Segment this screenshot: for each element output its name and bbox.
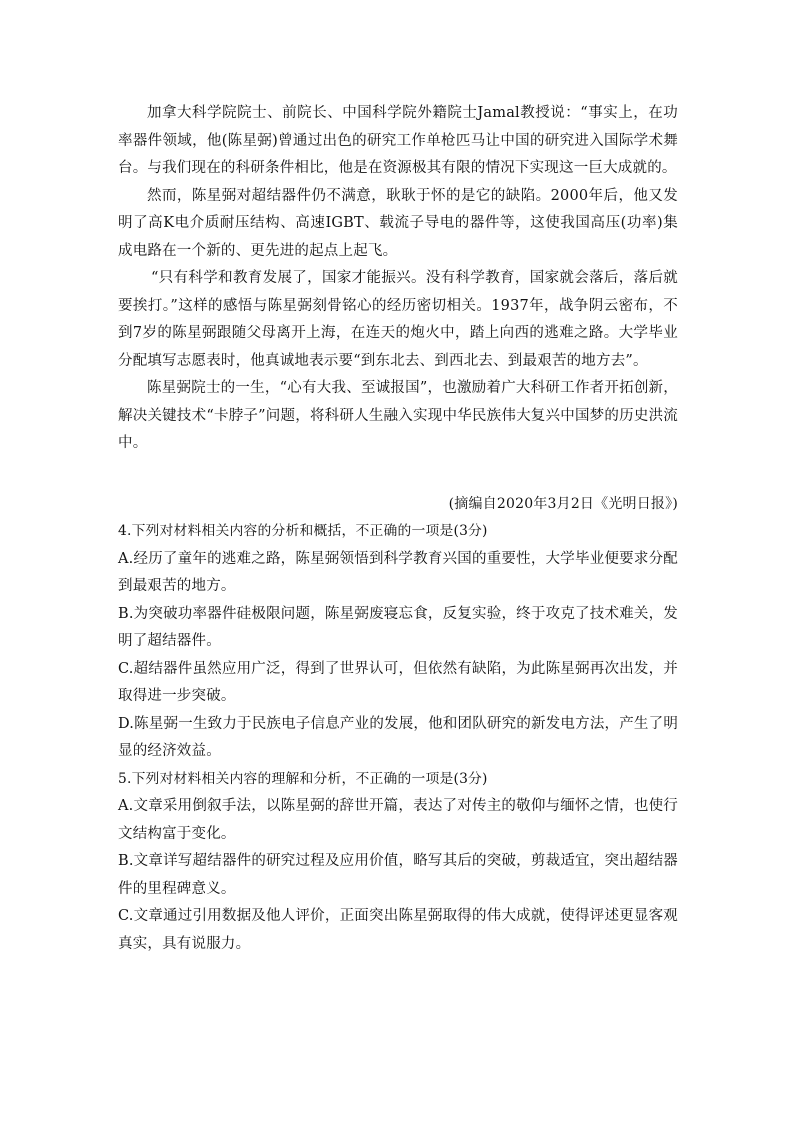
source-citation: (摘编自2020年3月2日《光明日报》) (448, 495, 678, 512)
body-paragraph: 然而，陈星弼对超结器件仍不满意，耿耿于怀的是它的缺陷。2000年后，他又发明了高K电介质耐压结构、高速IGBT、载流子导电的器件等，这使我国高压(功率)集成电路在一个新的、更先进的起点上起飞。 (118, 187, 678, 259)
answer-option: A.经历了童年的逃难之路，陈星弼领悟到科学教育兴国的重要性，大学毕业便要求分配到最艰苦的地方。 (118, 550, 678, 594)
answer-option: B.文章详写超结器件的研究过程及应用价值，略写其后的突破，剪裁适宜，突出超结器件的里程碑意义。 (118, 853, 678, 897)
question-title: 4.下列对材料相关内容的分析和概括，不正确的一项是(3分) (118, 523, 488, 539)
question-title: 5.下列对材料相关内容的理解和分析，不正确的一项是(3分) (118, 770, 488, 787)
question-4 (118, 518, 678, 766)
answer-option: B.为突破功率器件硅极限问题，陈星弼废寝忘食，反复实验，终于攻克了技术难关，发明了超结器件。 (118, 605, 678, 649)
body-paragraph: 陈星弼院士的一生，“心有大我、至诚报国”，也激励着广大科研工作者开拓创新，解决关键技术“卡脖子”问题，将科研人生融入实现中华民族伟大复兴中国梦的历史洪流中。 (118, 380, 678, 451)
document-page (118, 100, 678, 958)
question-5 (118, 766, 678, 959)
answer-option: C.超结器件虽然应用广泛，得到了世界认可，但依然有缺陷，为此陈星弼再次出发，并取得进一步突破。 (118, 660, 678, 704)
answer-option: A.文章采用倒叙手法，以陈星弼的辞世开篇，表达了对传主的敬仰与缅怀之情，也使行文结构富于变化。 (118, 798, 678, 842)
answer-option: D.陈星弼一生致力于民族电子信息产业的发展，他和团队研究的新发电方法，产生了明显的经济效益。 (118, 715, 679, 759)
body-paragraph: “只有科学和教育发展了，国家才能振兴。没有科学教育，国家就会落后，落后就要挨打。”这样的感悟与陈星弼刻骨铭心的经历密切相关。1937年，战争阴云密布，不到7岁的陈星弼跟随父母离开上海，在连天的炮火中，踏上向西的逃难之路。大学毕业分配填写志愿表时，他真诚地表示要“到东北去、到西北去、到最艰苦的地方去”。 (118, 270, 678, 369)
answer-option: C.文章通过引用数据及他人评价，正面突出陈星弼取得的伟大成就，使得评述更显客观真实，具有说服力。 (118, 908, 678, 952)
body-paragraph: 加拿大科学院院士、前院长、中国科学院外籍院士Jamal教授说：“事实上，在功率器件领域，他(陈星弼)曾通过出色的研究工作单枪匹马让中国的研究进入国际学术舞台。与我们现在的科研条件相比，他是在资源极其有限的情况下实现这一巨大成就的。 (118, 105, 678, 176)
